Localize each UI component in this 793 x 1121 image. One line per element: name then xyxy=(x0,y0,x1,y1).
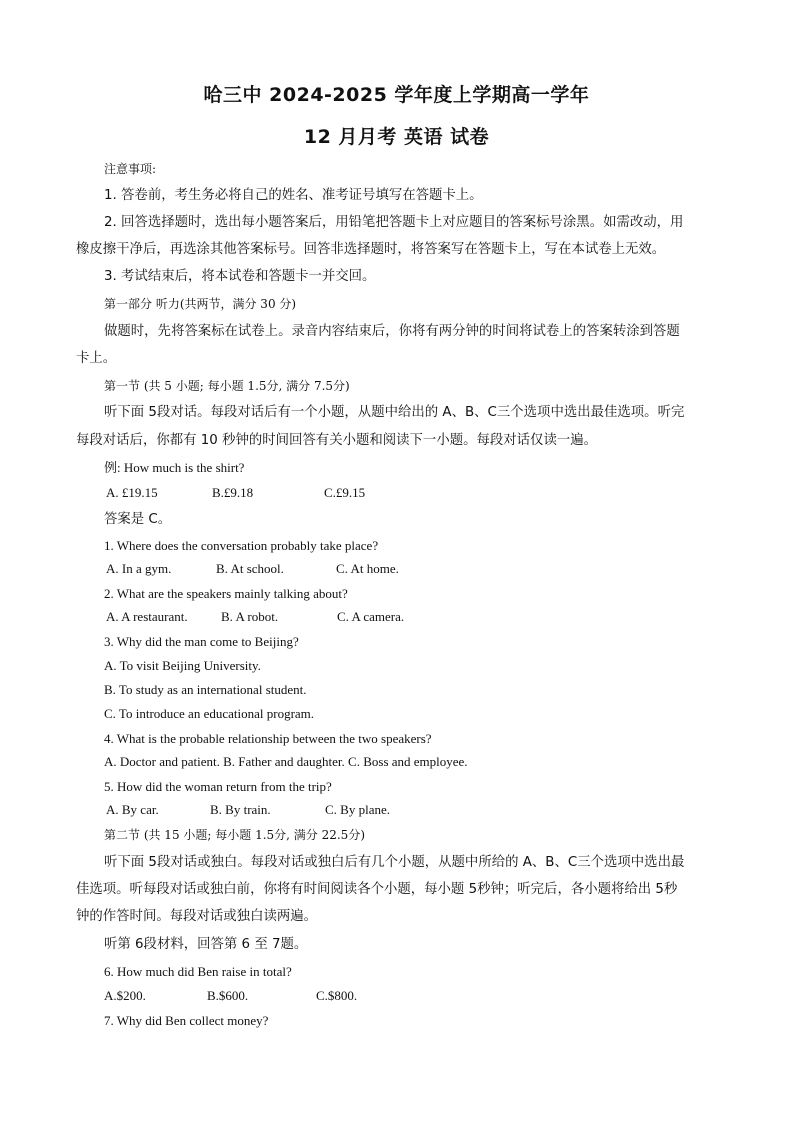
q6-option-b: B.$600. xyxy=(207,988,249,1003)
section2-intro-a: 听下面 5段对话或独白。每段对话或独白后有几个小题，从题中所给的 A、B、C三个选项中选出最 xyxy=(104,855,685,870)
section2-heading: 第二节 (共 15 小题; 每小题 1.5分, 满分 22.5分) xyxy=(104,828,365,842)
q2-option-c: C. A camera. xyxy=(337,609,405,624)
q1-option-c: C. At home. xyxy=(336,561,399,576)
q5-option-b: B. By train. xyxy=(210,802,271,817)
q2-option-b: B. A robot. xyxy=(221,609,279,624)
q1-option-b: B. At school. xyxy=(216,561,284,576)
question-1: 1. Where does the conversation probably take place? xyxy=(104,538,379,553)
question-6: 6. How much did Ben raise in total? xyxy=(104,964,292,979)
question-3: 3. Why did the man come to Beijing? xyxy=(104,634,299,649)
q4-options: A. Doctor and patient. B. Father and daughter. C. Boss and employee. xyxy=(104,754,468,769)
q6-option-c: C.$800. xyxy=(316,988,358,1003)
example-question: 例: How much is the shirt? xyxy=(104,460,245,475)
notice-heading: 注意事项: xyxy=(104,162,157,176)
part1-heading: 第一部分 听力(共两节，满分 30 分) xyxy=(104,297,297,311)
q5-option-c: C. By plane. xyxy=(325,802,390,817)
q1-option-a: A. In a gym. xyxy=(106,561,172,576)
section1-intro-a: 听下面 5段对话。每段对话后有一个小题，从题中给出的 A、B、C三个选项中选出最佳选项。听完 xyxy=(104,405,685,420)
example-option-b: B.£9.18 xyxy=(212,485,254,500)
question-2: 2. What are the speakers mainly talking about? xyxy=(104,586,348,601)
section1-heading: 第一节 (共 5 小题; 每小题 1.5分, 满分 7.5分) xyxy=(104,379,350,393)
q3-option-b: B. To study as an international student. xyxy=(104,682,307,697)
q5-option-a: A. By car. xyxy=(106,802,159,817)
part1-intro-b: 卡上。 xyxy=(76,351,117,366)
exam-title-line2: 12 月月考 英语 试卷 xyxy=(303,126,490,148)
notice-item-1: 1. 答卷前，考生务必将自己的姓名、准考证号填写在答题卡上。 xyxy=(104,188,483,203)
example-answer: 答案是 C。 xyxy=(104,512,172,527)
section2-intro-c: 钟的作答时间。每段对话或独白读两遍。 xyxy=(76,909,318,924)
q2-option-a: A. A restaurant. xyxy=(106,609,188,624)
notice-item-2a: 2. 回答选择题时，选出每小题答案后，用铅笔把答题卡上对应题目的答案标号涂黑。如需改动，用 xyxy=(104,215,684,230)
q3-option-a: A. To visit Beijing University. xyxy=(104,658,261,673)
question-7: 7. Why did Ben collect money? xyxy=(104,1013,269,1028)
example-option-a: A. £19.15 xyxy=(106,485,158,500)
q6-option-a: A.$200. xyxy=(104,988,146,1003)
question-4: 4. What is the probable relationship between the two speakers? xyxy=(104,731,432,746)
q3-option-c: C. To introduce an educational program. xyxy=(104,706,315,721)
notice-item-3: 3. 考试结束后，将本试卷和答题卡一并交回。 xyxy=(104,269,376,284)
part1-intro-a: 做题时，先将答案标在试卷上。录音内容结束后，你将有两分钟的时间将试卷上的答案转涂到答题 xyxy=(104,324,680,339)
notice-item-2b: 橡皮擦干净后，再选涂其他答案标号。回答非选择题时，将答案写在答题卡上，写在本试卷上无效。 xyxy=(76,242,666,257)
exam-title-line1: 哈三中 2024-2025 学年度上学期高一学年 xyxy=(203,84,590,106)
question-5: 5. How did the woman return from the trip? xyxy=(104,779,332,794)
section2-intro-b: 佳选项。听每段对话或独白前，你将有时间阅读各个小题，每小题 5秒钟；听完后，各小题将给出 5秒 xyxy=(76,882,678,897)
material-6-instruction: 听第 6段材料，回答第 6 至 7题。 xyxy=(104,937,308,952)
section1-intro-b: 每段对话后，你都有 10 秒钟的时间回答有关小题和阅读下一小题。每段对话仅读一遍。 xyxy=(76,433,598,448)
example-option-c: C.£9.15 xyxy=(324,485,366,500)
